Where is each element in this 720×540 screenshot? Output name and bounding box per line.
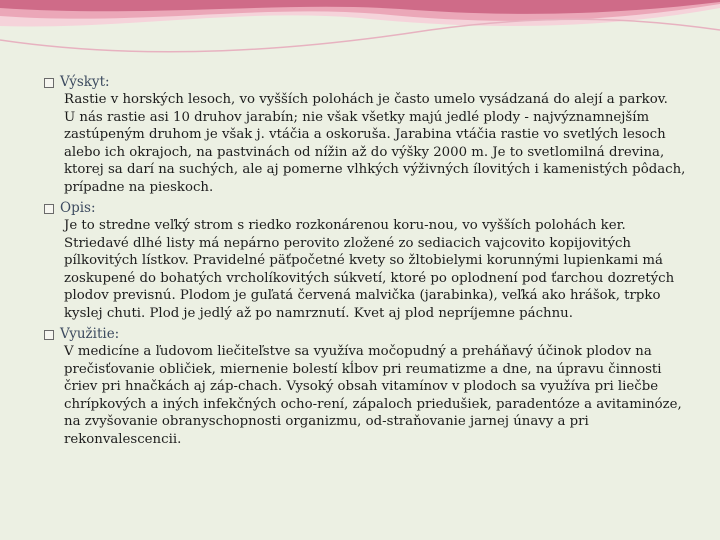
wave-line [0, 19, 720, 51]
body-continuation: Striedavé dlhé listy má nepárno perovito zložené zo sediacich vajcovito kopijovitých pílkovitých lístkov. Pravidelné päťpočetné kvety so žltobielymi korunnými lupienkami má zoskupené do bohatých vrcholíkovitých súkvetí, ktoré po oplodnení pod ťarchou dozretých plodov previsnú. Plodom je guľatá červená malvička (jarabinka), veľká ako hrášok, trpko kyslej chuti. Plod je jedlý až po namrznutí. Kvet aj plod nepríjemne páchnu. [64, 235, 675, 321]
checkbox-bullet-icon [44, 330, 54, 340]
section-heading [44, 326, 694, 343]
body-continuation: U nás rastie asi 10 druhov jarabín; nie však všetky majú jedlé plody - najvýznamnejším zastúpeným druhom je však j. vtáčia a oskoruša. Jarabina vtáčia rastie vo svetlých lesoch alebo ich okrajoch, na pastvinách od nížin až do výšky 2000 m. Je to svetlomilná drevina, ktorej sa darí na suchých, ale aj pomerne vlhkých výživných ílovitých i kamenistých pôdach, prípadne na pieskoch. [64, 109, 686, 195]
heading-label: Výskyt: [60, 74, 110, 90]
section-vyuzitie [44, 326, 694, 448]
heading-label: Opis: [60, 200, 96, 216]
checkbox-bullet-icon [44, 78, 54, 88]
body-first-line: Rastie v horských lesoch, vo vyšších polohách je často umelo vysádzaná do alejí a parkov. [64, 92, 668, 107]
body-continuation: prečisťovanie obličiek, miernenie bolestí kĺbov pri reumatizme a dne, na úpravu činnosti čriev pri hnačkách aj záp-chach. Vysoký obsah vitamínov v plodoch sa využíva pri liečbe chrípkových a iných infekčných ocho-rení, zápaloch priedušiek, paradentóze a avitaminóze, na zvyšovanie obranyschopnosti organizmu, od-straňovanie jarnej únavy a pri rekonvalescencii. [64, 361, 682, 447]
section-heading [44, 200, 694, 217]
section-heading [44, 74, 694, 91]
body-first-line: Je to stredne veľký strom s riedko rozkonárenou koru-nou, vo vyšších polohách ker. [64, 218, 626, 233]
body-first-line: V medicíne a ľudovom liečiteľstve sa využíva močopudný a preháňavý účinok plodov na [64, 344, 652, 359]
section-body [44, 343, 694, 448]
section-body [44, 217, 694, 322]
section-opis [44, 200, 694, 322]
section-vyskyt [44, 74, 694, 196]
checkbox-bullet-icon [44, 204, 54, 214]
content-area [44, 74, 694, 452]
section-body [44, 91, 694, 196]
heading-label: Využitie: [60, 326, 120, 342]
